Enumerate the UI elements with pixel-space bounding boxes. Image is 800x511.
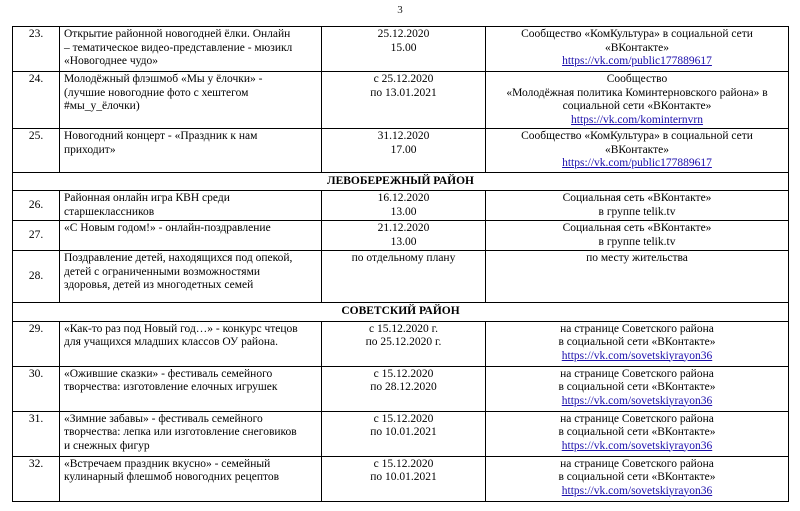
event-place-line: на странице Советского района bbox=[560, 367, 714, 380]
event-description bbox=[60, 72, 322, 129]
event-place-line: в группе telik.tv bbox=[598, 235, 676, 248]
event-date bbox=[322, 129, 486, 173]
event-place-line: на странице Советского района bbox=[560, 412, 714, 425]
event-description bbox=[60, 251, 322, 303]
event-description-line: Поздравление детей, находящихся под опекой, bbox=[64, 252, 293, 264]
row-number: 31. bbox=[13, 411, 60, 456]
event-date bbox=[322, 251, 486, 303]
section-title: СОВЕТСКИЙ РАЙОН bbox=[13, 303, 789, 322]
table-row bbox=[13, 366, 789, 411]
page-number: 3 bbox=[397, 4, 403, 16]
event-place-line: «ВКонтакте» bbox=[604, 143, 669, 156]
event-description-line: «Зимние забавы» - фестиваль семейного bbox=[64, 412, 263, 425]
event-description bbox=[60, 221, 322, 251]
event-link[interactable]: https://vk.com/sovetskiyrayon36 bbox=[561, 439, 713, 452]
event-description bbox=[60, 366, 322, 411]
table-row bbox=[13, 191, 789, 221]
section-title: ЛЕВОБЕРЕЖНЫЙ РАЙОН bbox=[13, 172, 789, 191]
event-place bbox=[486, 129, 789, 173]
table-row bbox=[13, 251, 789, 303]
event-date bbox=[322, 411, 486, 456]
event-description-line: «Встречаем праздник вкусно» - семейный bbox=[64, 457, 271, 470]
event-place bbox=[486, 27, 789, 72]
table-row bbox=[13, 72, 789, 129]
event-description bbox=[60, 27, 322, 72]
section-header-row bbox=[13, 303, 789, 322]
event-date-line: 13.00 bbox=[390, 205, 417, 218]
event-link[interactable]: https://vk.com/public177889617 bbox=[562, 55, 712, 67]
event-date-line: с 15.12.2020 bbox=[373, 367, 434, 380]
event-place-line: на странице Советского района bbox=[560, 322, 714, 335]
row-number: 30. bbox=[13, 366, 60, 411]
event-place-line: в социальной сети «ВКонтакте» bbox=[558, 381, 716, 393]
event-place-line: «Молодёжная политика Коминтерновского района» в bbox=[506, 86, 768, 99]
event-description-line: приходит» bbox=[64, 143, 116, 156]
event-date-line: по 28.12.2020 bbox=[370, 381, 437, 393]
event-place bbox=[486, 366, 789, 411]
table-row bbox=[13, 129, 789, 173]
event-description-line: «Ожившие сказки» - фестиваль семейного bbox=[64, 367, 273, 380]
event-description-line: здоровья, детей из многодетных семей bbox=[64, 279, 254, 291]
event-description-line: «Как-то раз под Новый год…» - конкурс чтецов bbox=[64, 322, 298, 335]
event-date-line: с 15.12.2020 г. bbox=[369, 322, 438, 335]
event-place bbox=[486, 72, 789, 129]
event-description-line: (лучшие новогодние фото с хештегом bbox=[64, 86, 249, 99]
event-place bbox=[486, 221, 789, 251]
event-place-line: социальной сети «ВКонтакте» bbox=[562, 100, 712, 112]
event-description-line: Открытие районной новогодней ёлки. Онлайн bbox=[64, 28, 291, 40]
event-description-line: детей с ограниченными возможностями bbox=[64, 265, 261, 278]
event-place-line: по месту жительства bbox=[586, 252, 688, 264]
event-date-line: 13.00 bbox=[390, 235, 417, 248]
row-number: 32. bbox=[13, 456, 60, 501]
event-date bbox=[322, 321, 486, 366]
row-number: 28. bbox=[13, 251, 60, 303]
row-number: 25. bbox=[13, 129, 60, 173]
event-date-line: по 10.01.2021 bbox=[370, 426, 437, 438]
table-row bbox=[13, 456, 789, 501]
event-place-line: на странице Советского района bbox=[560, 457, 714, 470]
section-header-row bbox=[13, 172, 789, 191]
row-number: 24. bbox=[13, 72, 60, 129]
event-description-line: творчества: лепка или изготовление снеговиков bbox=[64, 426, 297, 438]
event-description-line: #мы_у_ёлочки) bbox=[64, 100, 140, 112]
table-row bbox=[13, 27, 789, 72]
event-date-line: по 13.01.2021 bbox=[370, 86, 437, 99]
event-link[interactable]: https://vk.com/kominternvrn bbox=[571, 113, 703, 126]
event-description-line: и снежных фигур bbox=[64, 439, 150, 452]
event-place-line: Сообщество «КомКультура» в социальной сети bbox=[521, 130, 753, 142]
event-description bbox=[60, 411, 322, 456]
event-link[interactable]: https://vk.com/sovetskiyrayon36 bbox=[561, 394, 713, 407]
event-description-line: Районная онлайн игра КВН среди bbox=[64, 192, 230, 204]
event-link[interactable]: https://vk.com/sovetskiyrayon36 bbox=[561, 349, 713, 362]
event-place-line: в социальной сети «ВКонтакте» bbox=[558, 471, 716, 483]
event-date-line: с 15.12.2020 bbox=[373, 457, 434, 470]
event-place-line: в социальной сети «ВКонтакте» bbox=[558, 426, 716, 438]
event-place bbox=[486, 191, 789, 221]
row-number: 27. bbox=[13, 221, 60, 251]
row-number: 29. bbox=[13, 321, 60, 366]
event-date-line: 25.12.2020 bbox=[377, 28, 430, 40]
event-link[interactable]: https://vk.com/sovetskiyrayon36 bbox=[561, 484, 713, 497]
event-date bbox=[322, 27, 486, 72]
event-place-line: Социальная сеть «ВКонтакте» bbox=[562, 192, 712, 204]
event-description bbox=[60, 191, 322, 221]
event-description-line: старшеклассников bbox=[64, 205, 155, 218]
event-place bbox=[486, 411, 789, 456]
event-date bbox=[322, 191, 486, 221]
event-date-line: 17.00 bbox=[390, 143, 417, 156]
events-table bbox=[12, 26, 789, 502]
event-date-line: 16.12.2020 bbox=[377, 192, 430, 204]
event-date bbox=[322, 456, 486, 501]
event-date-line: по 10.01.2021 bbox=[370, 471, 437, 483]
event-description bbox=[60, 456, 322, 501]
event-place bbox=[486, 321, 789, 366]
event-place-line: Социальная сеть «ВКонтакте» bbox=[562, 222, 712, 234]
event-place-line: в социальной сети «ВКонтакте» bbox=[558, 336, 716, 348]
event-description-line: кулинарный флешмоб новогодних рецептов bbox=[64, 471, 280, 483]
event-date-line: 21.12.2020 bbox=[377, 222, 430, 234]
event-date-line: по 25.12.2020 г. bbox=[365, 336, 442, 348]
event-description-line: «С Новым годом!» - онлайн-поздравление bbox=[64, 222, 271, 234]
event-date bbox=[322, 72, 486, 129]
event-description-line: для учащихся младших классов ОУ района. bbox=[64, 336, 278, 348]
event-description bbox=[60, 129, 322, 173]
event-date bbox=[322, 366, 486, 411]
event-place bbox=[486, 251, 789, 303]
event-date bbox=[322, 221, 486, 251]
event-link[interactable]: https://vk.com/public177889617 bbox=[562, 157, 712, 169]
event-date-line: с 25.12.2020 bbox=[373, 73, 434, 85]
table-row bbox=[13, 411, 789, 456]
row-number: 26. bbox=[13, 191, 60, 221]
event-place-line: «ВКонтакте» bbox=[604, 41, 669, 54]
event-place bbox=[486, 456, 789, 501]
event-description-line: «Новогоднее чудо» bbox=[64, 55, 159, 67]
event-date-line: с 15.12.2020 bbox=[373, 412, 434, 425]
event-description-line: – тематическое видео-представление - мюзикл bbox=[64, 41, 293, 54]
event-description bbox=[60, 321, 322, 366]
event-place-line: Сообщество «КомКультура» в социальной сети bbox=[521, 28, 753, 40]
event-date-line: 15.00 bbox=[390, 41, 417, 54]
event-description-line: Новогодний концерт - «Праздник к нам bbox=[64, 130, 258, 142]
event-date-line: по отдельному плану bbox=[351, 252, 456, 264]
event-place-line: Сообщество bbox=[606, 73, 668, 85]
event-place-line: в группе telik.tv bbox=[598, 205, 676, 218]
row-number: 23. bbox=[13, 27, 60, 72]
event-description-line: Молодёжный флэшмоб «Мы у ёлочки» - bbox=[64, 73, 263, 85]
table-row bbox=[13, 221, 789, 251]
event-description-line: творчества: изготовление елочных игрушек bbox=[64, 381, 278, 393]
table-row bbox=[13, 321, 789, 366]
event-date-line: 31.12.2020 bbox=[377, 130, 430, 142]
